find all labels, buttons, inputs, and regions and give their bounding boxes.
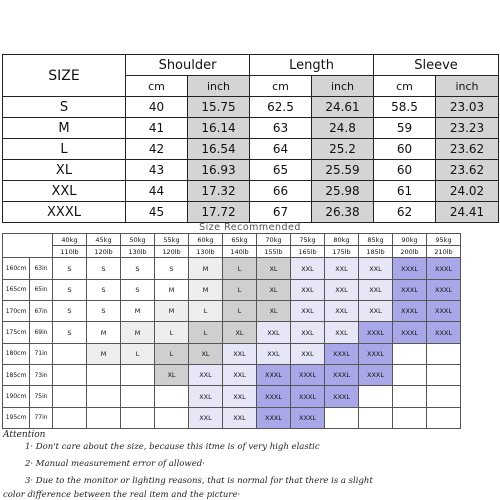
- size-row: [3, 118, 499, 139]
- weight-lb-label: 140lb: [223, 246, 257, 258]
- length-inch-value: 24.61: [312, 97, 374, 118]
- sleeve-cm-value: 58.5: [374, 97, 436, 118]
- shoulder-inch-value: 17.72: [188, 202, 250, 223]
- recommended-size-cell: S: [121, 258, 155, 279]
- recommended-size-cell: XXXL: [359, 365, 393, 386]
- recommended-size-cell: XXL: [359, 301, 393, 322]
- recommended-size-cell: XXL: [189, 407, 223, 428]
- shoulder-inch-value: 16.14: [188, 118, 250, 139]
- weight-kg-label: 40kg: [53, 234, 87, 246]
- recommended-size-cell: S: [53, 258, 87, 279]
- recommended-size-cell: XXXL: [427, 258, 461, 279]
- sleeve-inch-value: 23.23: [436, 118, 499, 139]
- recommended-size-cell: XXL: [359, 279, 393, 300]
- recommended-size-cell: XXL: [359, 258, 393, 279]
- size-column-header: SIZE: [3, 55, 126, 97]
- recommended-size-cell: [359, 386, 393, 407]
- weight-kg-label: 80kg: [325, 234, 359, 246]
- height-in-label: 73in: [30, 365, 53, 386]
- recommended-size-cell: XXL: [291, 343, 325, 364]
- size-recommendation-grid: [2, 233, 461, 429]
- recommended-size-cell: [87, 365, 121, 386]
- recommended-size-cell: L: [155, 343, 189, 364]
- weight-lb-label: 120lb: [87, 246, 121, 258]
- length-cm-value: 64: [250, 139, 312, 160]
- weight-lb-label: 175lb: [325, 246, 359, 258]
- shoulder-cm-header: cm: [126, 76, 188, 97]
- recommended-size-cell: XL: [257, 301, 291, 322]
- recommended-size-cell: S: [53, 301, 87, 322]
- weight-kg-label: 60kg: [189, 234, 223, 246]
- height-row: [3, 365, 461, 386]
- corner-cell: [3, 234, 53, 258]
- weight-lb-label: 210lb: [427, 246, 461, 258]
- recommended-size-cell: [53, 386, 87, 407]
- weight-lb-row: [3, 246, 461, 258]
- recommended-size-cell: [53, 343, 87, 364]
- recommended-size-cell: L: [189, 322, 223, 343]
- weight-kg-label: 55kg: [155, 234, 189, 246]
- sleeve-header: Sleeve: [374, 55, 499, 76]
- weight-lb-label: 200lb: [393, 246, 427, 258]
- recommended-size-cell: XXXL: [257, 365, 291, 386]
- recommended-size-cell: S: [87, 301, 121, 322]
- recommended-size-cell: M: [155, 301, 189, 322]
- recommended-size-cell: [427, 407, 461, 428]
- recommended-size-cell: L: [155, 322, 189, 343]
- recommended-size-cell: L: [121, 343, 155, 364]
- recommended-size-cell: [393, 386, 427, 407]
- recommended-size-cell: [325, 407, 359, 428]
- size-row: [3, 139, 499, 160]
- size-measurement-table: [2, 54, 499, 223]
- height-row: [3, 279, 461, 300]
- recommended-size-cell: XL: [223, 322, 257, 343]
- weight-kg-label: 50kg: [121, 234, 155, 246]
- weight-kg-label: 95kg: [427, 234, 461, 246]
- recommended-size-cell: [427, 386, 461, 407]
- shoulder-cm-value: 43: [126, 160, 188, 181]
- recommended-size-cell: L: [223, 258, 257, 279]
- recommended-size-cell: L: [223, 301, 257, 322]
- height-cm-label: 165cm: [3, 279, 30, 300]
- recommended-size-cell: XXL: [223, 343, 257, 364]
- weight-lb-label: 155lb: [257, 246, 291, 258]
- recommended-size-cell: XXL: [291, 279, 325, 300]
- recommended-size-cell: XXXL: [427, 322, 461, 343]
- shoulder-inch-value: 15.75: [188, 97, 250, 118]
- attention-title: Attention: [3, 430, 46, 440]
- size-row: [3, 181, 499, 202]
- height-row: [3, 301, 461, 322]
- size-row: [3, 202, 499, 223]
- attention-line-2: 2· Manual measurement error of allowed·: [25, 459, 205, 469]
- sleeve-cm-value: 59: [374, 118, 436, 139]
- height-in-label: 63in: [30, 258, 53, 279]
- shoulder-inch-value: 16.93: [188, 160, 250, 181]
- height-cm-label: 160cm: [3, 258, 30, 279]
- recommended-size-cell: L: [223, 279, 257, 300]
- recommended-size-cell: XXL: [189, 365, 223, 386]
- height-row: [3, 322, 461, 343]
- recommended-size-cell: L: [189, 301, 223, 322]
- recommended-size-cell: XXXL: [393, 258, 427, 279]
- length-inch-value: 26.38: [312, 202, 374, 223]
- recommended-size-cell: XXL: [257, 343, 291, 364]
- shoulder-header: Shoulder: [126, 55, 250, 76]
- height-in-label: 77in: [30, 407, 53, 428]
- recommended-size-cell: XXL: [325, 258, 359, 279]
- recommended-size-cell: M: [189, 279, 223, 300]
- recommended-size-cell: M: [121, 322, 155, 343]
- height-cm-label: 185cm: [3, 365, 30, 386]
- recommended-size-cell: M: [189, 258, 223, 279]
- recommended-size-cell: S: [155, 258, 189, 279]
- recommended-size-cell: [121, 365, 155, 386]
- recommended-size-cell: XXL: [223, 386, 257, 407]
- shoulder-cm-value: 41: [126, 118, 188, 139]
- height-in-label: 67in: [30, 301, 53, 322]
- recommended-size-cell: S: [53, 279, 87, 300]
- length-header: Length: [250, 55, 374, 76]
- weight-kg-row: [3, 234, 461, 246]
- recommended-size-cell: XXL: [291, 258, 325, 279]
- recommended-size-cell: [121, 386, 155, 407]
- shoulder-cm-value: 45: [126, 202, 188, 223]
- recommended-size-cell: XXXL: [291, 365, 325, 386]
- recommended-size-cell: S: [121, 279, 155, 300]
- recommended-size-cell: XXXL: [359, 322, 393, 343]
- recommended-size-cell: XXXL: [427, 279, 461, 300]
- recommended-size-cell: [155, 386, 189, 407]
- recommended-size-cell: S: [53, 322, 87, 343]
- weight-lb-label: 185lb: [359, 246, 393, 258]
- sleeve-cm-value: 61: [374, 181, 436, 202]
- weight-lb-label: 130lb: [189, 246, 223, 258]
- recommended-size-cell: M: [87, 343, 121, 364]
- sleeve-cm-value: 60: [374, 160, 436, 181]
- height-row: [3, 258, 461, 279]
- height-in-label: 69in: [30, 322, 53, 343]
- shoulder-cm-value: 42: [126, 139, 188, 160]
- recommended-size-cell: XXXL: [359, 343, 393, 364]
- length-inch-value: 25.98: [312, 181, 374, 202]
- recommended-size-cell: XXL: [257, 322, 291, 343]
- height-in-label: 75in: [30, 386, 53, 407]
- recommended-size-cell: [155, 407, 189, 428]
- sleeve-inch-header: inch: [436, 76, 499, 97]
- sleeve-cm-header: cm: [374, 76, 436, 97]
- height-cm-label: 175cm: [3, 322, 30, 343]
- recommended-size-cell: XXL: [325, 322, 359, 343]
- length-cm-value: 63: [250, 118, 312, 139]
- height-cm-label: 195cm: [3, 407, 30, 428]
- recommended-size-cell: XL: [257, 279, 291, 300]
- recommended-size-cell: XXXL: [257, 407, 291, 428]
- size-label: XL: [3, 160, 126, 181]
- sleeve-inch-value: 24.02: [436, 181, 499, 202]
- weight-lb-label: 110lb: [53, 246, 87, 258]
- height-row: [3, 343, 461, 364]
- sleeve-inch-value: 23.03: [436, 97, 499, 118]
- height-cm-label: 190cm: [3, 386, 30, 407]
- size-recommended-title: Size Recommended: [199, 222, 301, 233]
- recommended-size-cell: XXXL: [325, 386, 359, 407]
- shoulder-cm-value: 40: [126, 97, 188, 118]
- recommended-size-cell: XL: [155, 365, 189, 386]
- shoulder-inch-header: inch: [188, 76, 250, 97]
- recommended-size-cell: XXXL: [393, 279, 427, 300]
- height-row: [3, 407, 461, 428]
- size-label: XXXL: [3, 202, 126, 223]
- recommended-size-cell: XXXL: [427, 301, 461, 322]
- shoulder-cm-value: 44: [126, 181, 188, 202]
- length-cm-value: 62.5: [250, 97, 312, 118]
- recommended-size-cell: XXL: [223, 407, 257, 428]
- size-label: S: [3, 97, 126, 118]
- sleeve-cm-value: 62: [374, 202, 436, 223]
- recommended-size-cell: [87, 386, 121, 407]
- height-cm-label: 170cm: [3, 301, 30, 322]
- recommended-size-cell: [53, 365, 87, 386]
- length-inch-value: 25.59: [312, 160, 374, 181]
- recommended-size-cell: [87, 407, 121, 428]
- recommended-size-cell: [121, 407, 155, 428]
- height-in-label: 71in: [30, 343, 53, 364]
- recommended-size-cell: XXXL: [325, 365, 359, 386]
- sleeve-cm-value: 60: [374, 139, 436, 160]
- recommended-size-cell: [427, 365, 461, 386]
- weight-lb-label: 130lb: [121, 246, 155, 258]
- sleeve-inch-value: 24.41: [436, 202, 499, 223]
- length-cm-value: 67: [250, 202, 312, 223]
- weight-kg-label: 65kg: [223, 234, 257, 246]
- recommended-size-cell: XXL: [325, 279, 359, 300]
- size-row: [3, 160, 499, 181]
- recommended-size-cell: XXL: [291, 301, 325, 322]
- recommended-size-cell: XXXL: [291, 407, 325, 428]
- shoulder-inch-value: 16.54: [188, 139, 250, 160]
- weight-kg-label: 75kg: [291, 234, 325, 246]
- recommended-size-cell: XXXL: [325, 343, 359, 364]
- recommended-size-cell: [393, 343, 427, 364]
- weight-lb-label: 165lb: [291, 246, 325, 258]
- size-label: M: [3, 118, 126, 139]
- recommended-size-cell: [393, 365, 427, 386]
- attention-line-4: color difference between the real item and the picture·: [3, 490, 241, 500]
- length-cm-header: cm: [250, 76, 312, 97]
- weight-kg-label: 90kg: [393, 234, 427, 246]
- shoulder-inch-value: 17.32: [188, 181, 250, 202]
- length-cm-value: 65: [250, 160, 312, 181]
- length-inch-header: inch: [312, 76, 374, 97]
- size-row: [3, 97, 499, 118]
- recommended-size-cell: S: [87, 258, 121, 279]
- length-cm-value: 66: [250, 181, 312, 202]
- attention-line-3: 3· Due to the monitor or lighting reasons, that is normal for that there is a slight: [25, 476, 373, 486]
- recommended-size-cell: XXXL: [393, 322, 427, 343]
- recommended-size-cell: XXL: [223, 365, 257, 386]
- size-label: L: [3, 139, 126, 160]
- length-inch-value: 25.2: [312, 139, 374, 160]
- recommended-size-cell: [53, 407, 87, 428]
- recommended-size-cell: XXL: [189, 386, 223, 407]
- height-row: [3, 386, 461, 407]
- recommended-size-cell: [427, 343, 461, 364]
- sleeve-inch-value: 23.62: [436, 160, 499, 181]
- weight-kg-label: 70kg: [257, 234, 291, 246]
- attention-line-1: 1· Don't care about the size, because this itme is of very high elastic: [25, 442, 320, 452]
- recommended-size-cell: XXXL: [291, 386, 325, 407]
- recommended-size-cell: M: [121, 301, 155, 322]
- length-inch-value: 24.8: [312, 118, 374, 139]
- sleeve-inch-value: 23.62: [436, 139, 499, 160]
- weight-kg-label: 45kg: [87, 234, 121, 246]
- recommended-size-cell: XXXL: [393, 301, 427, 322]
- recommended-size-cell: M: [155, 279, 189, 300]
- weight-kg-label: 85kg: [359, 234, 393, 246]
- recommended-size-cell: XXL: [291, 322, 325, 343]
- recommended-size-cell: [393, 407, 427, 428]
- recommended-size-cell: M: [87, 322, 121, 343]
- recommended-size-cell: [359, 407, 393, 428]
- recommended-size-cell: XL: [189, 343, 223, 364]
- height-in-label: 65in: [30, 279, 53, 300]
- height-cm-label: 180cm: [3, 343, 30, 364]
- size-label: XXL: [3, 181, 126, 202]
- weight-lb-label: 120lb: [155, 246, 189, 258]
- recommended-size-cell: XL: [257, 258, 291, 279]
- recommended-size-cell: XXXL: [257, 386, 291, 407]
- recommended-size-cell: XXL: [325, 301, 359, 322]
- recommended-size-cell: S: [87, 279, 121, 300]
